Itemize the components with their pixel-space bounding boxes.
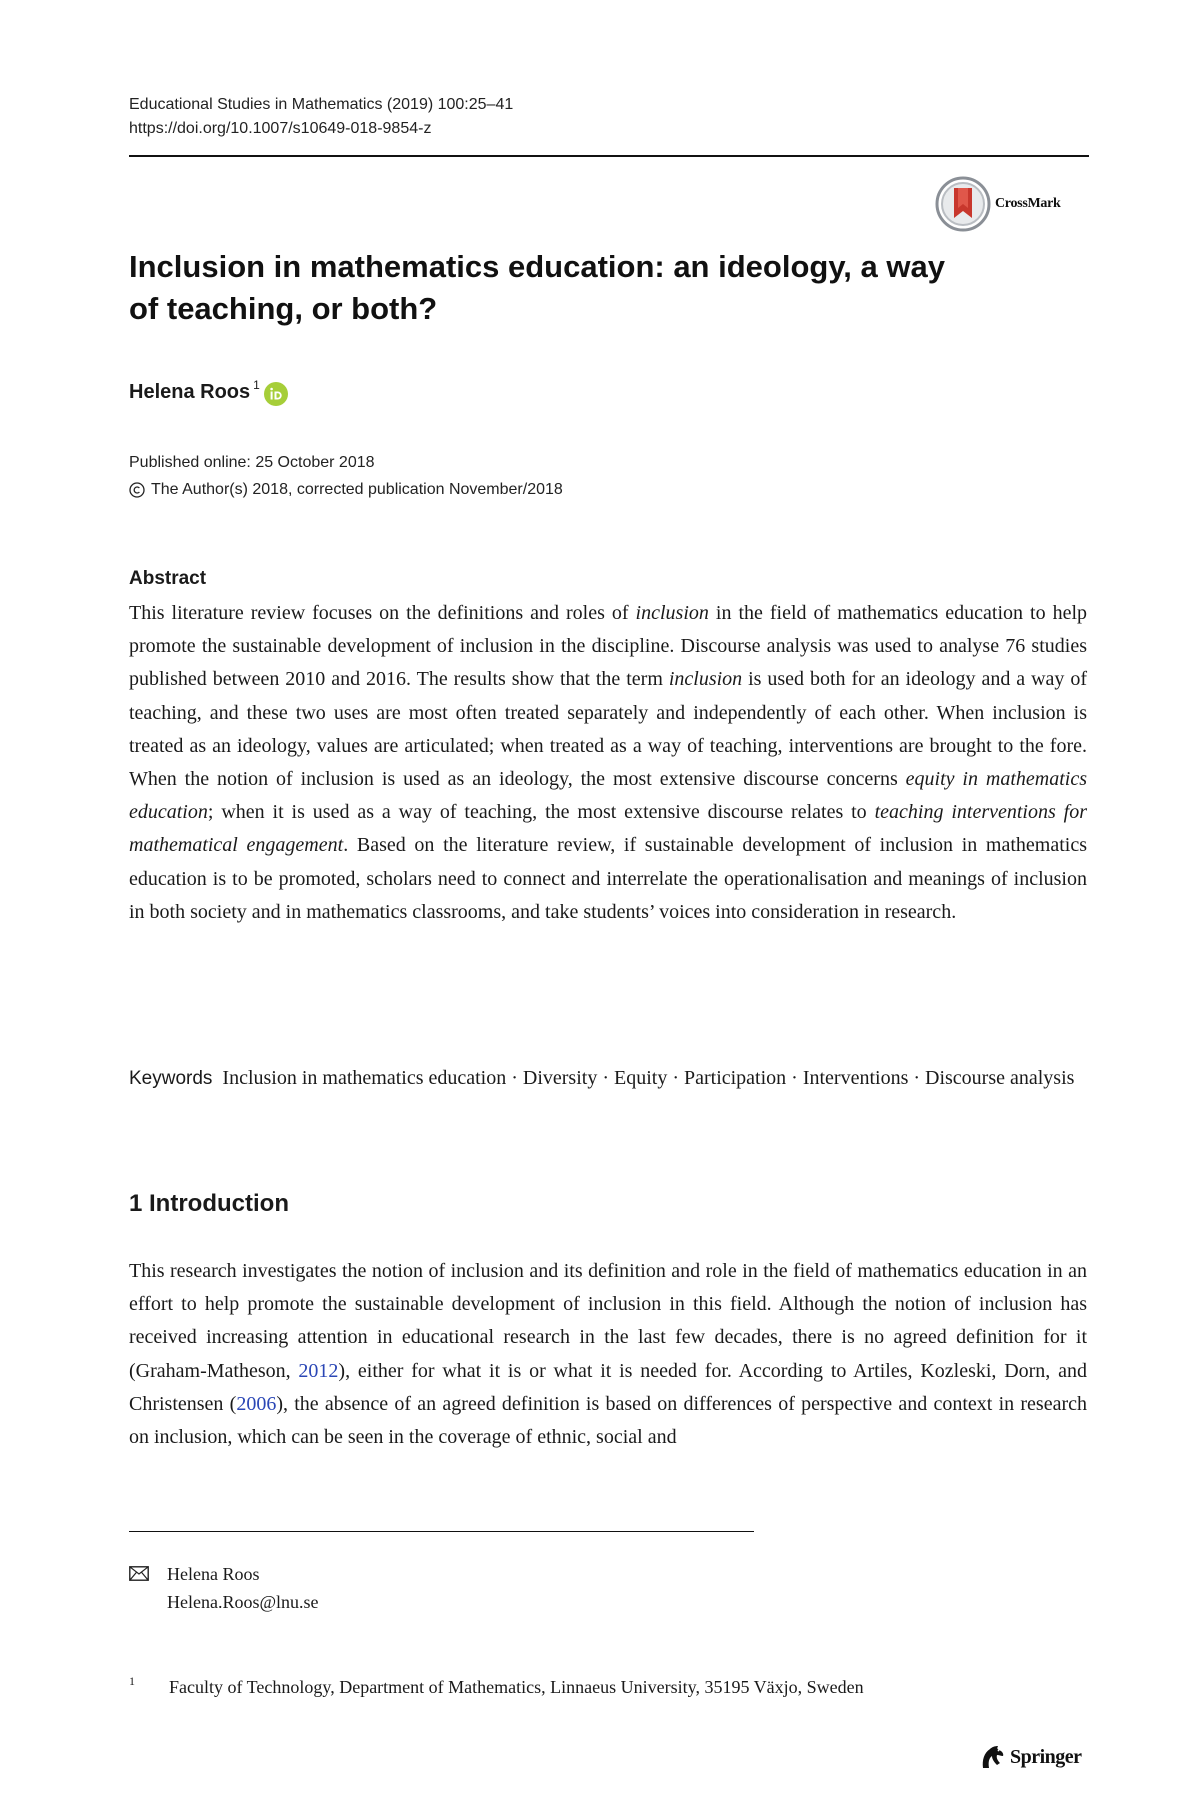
crossmark-badge[interactable] — [935, 176, 1060, 232]
orcid-icon[interactable] — [264, 382, 288, 406]
corresponding-author — [129, 1560, 319, 1616]
abstract-text-3: is used both for an ideology and a way of teaching, and these two uses are most often treated separately and independently of each other. When inclusion is treated as an ideology, values are articulated; when treated as a way of teaching, interventions are brought to the fore. When the notion of inclusion is used as an ideology, the most extensive discourse concerns — [129, 668, 1088, 791]
abstract-text-4: ; when it is used as a way of teaching, the most extensive discourse relates to — [207, 801, 875, 824]
keywords-label: Keywords — [129, 1068, 213, 1089]
author-line — [129, 378, 288, 406]
intro-text-1: This research investigates the notion of inclusion and its definition and role in the field of mathematics education in an effort to help promote the sustainable development of inclusion in this field. Although the notion of inclusion has received increasing attention in educational research in the last few decades, there is no agreed definition for it (Graham-Matheson, — [129, 1260, 1087, 1382]
crossmark-icon — [935, 176, 991, 232]
citation-link-2012[interactable]: 2012 — [298, 1359, 339, 1382]
article-title: Inclusion in mathematics education: an ideology, a way of teaching, or both? — [129, 249, 945, 326]
abstract-heading: Abstract — [129, 568, 207, 589]
intro-text-3: ), the absence of an agreed definition is based on differences of perspective and context in research on inclusion, which can be seen in the coverage of ethnic, social and — [129, 1392, 1087, 1449]
envelope-icon — [129, 1566, 149, 1581]
copyright-icon — [129, 482, 145, 498]
publisher-logo — [978, 1744, 1082, 1770]
footnote-rule — [129, 1531, 754, 1532]
crossmark-label: CrossMark — [995, 196, 1061, 211]
affiliation — [129, 1673, 864, 1701]
abstract-body — [129, 597, 1087, 929]
springer-horse-icon — [978, 1744, 1006, 1770]
author-name[interactable]: Helena Roos — [129, 381, 251, 403]
published-date: Published online: 25 October 2018 — [129, 454, 375, 471]
intro-text-2: ), either for what it is or what it is needed for. According to Artiles, Kozleski, Dorn, and Christensen ( — [129, 1359, 1087, 1415]
contact-name: Helena Roos — [167, 1564, 260, 1584]
affiliation-text: Faculty of Technology, Department of Mathematics, Linnaeus University, 35195 Växjo, Sweden — [169, 1677, 864, 1697]
affiliation-number: 1 — [129, 1674, 135, 1688]
publisher-name: Springer — [1010, 1745, 1082, 1768]
doi-link[interactable]: https://doi.org/10.1007/s10649-018-9854-z — [129, 120, 432, 137]
citation-link-2006[interactable]: 2006 — [236, 1392, 277, 1415]
journal-citation: Educational Studies in Mathematics (2019) 100:25–41 — [129, 96, 514, 113]
abstract-text-2: in the field of mathematics education to help promote the sustainable development of inclusion in the discipline. Discourse analysis was used to analyse 76 studies published between 2010 and 2016. The results show that the term — [129, 602, 1088, 691]
abstract-emphasis-4: teaching interventions for mathematical engagement — [129, 801, 1087, 857]
section-heading-introduction: 1 Introduction — [129, 1190, 289, 1217]
header-rule — [129, 155, 1089, 157]
keywords-list: Inclusion in mathematics education · Diversity · Equity · Participation · Interventions · Discourse analysis — [222, 1067, 1075, 1089]
abstract-text-5: . Based on the literature review, if sustainable development of inclusion in mathematics education is to be promoted, scholars need to connect and interrelate the operationalisation and meanings of inclusion in both society and in mathematics classrooms, and take students’ voices into consideration in research. — [129, 834, 1088, 923]
abstract-emphasis-2: inclusion — [668, 668, 743, 691]
copyright-line — [129, 478, 563, 502]
abstract-emphasis-3: equity in mathematics education — [129, 768, 1087, 824]
author-affiliation-ref: 1 — [253, 378, 260, 392]
abstract-emphasis-1: inclusion — [635, 602, 709, 624]
copyright-text: The Author(s) 2018, corrected publication November/2018 — [151, 481, 563, 498]
abstract-text-1: This literature review focuses on the definitions and roles of — [129, 602, 636, 624]
contact-email[interactable]: Helena.Roos@lnu.se — [167, 1592, 319, 1612]
keywords — [129, 1062, 1087, 1095]
introduction-body — [129, 1255, 1087, 1454]
